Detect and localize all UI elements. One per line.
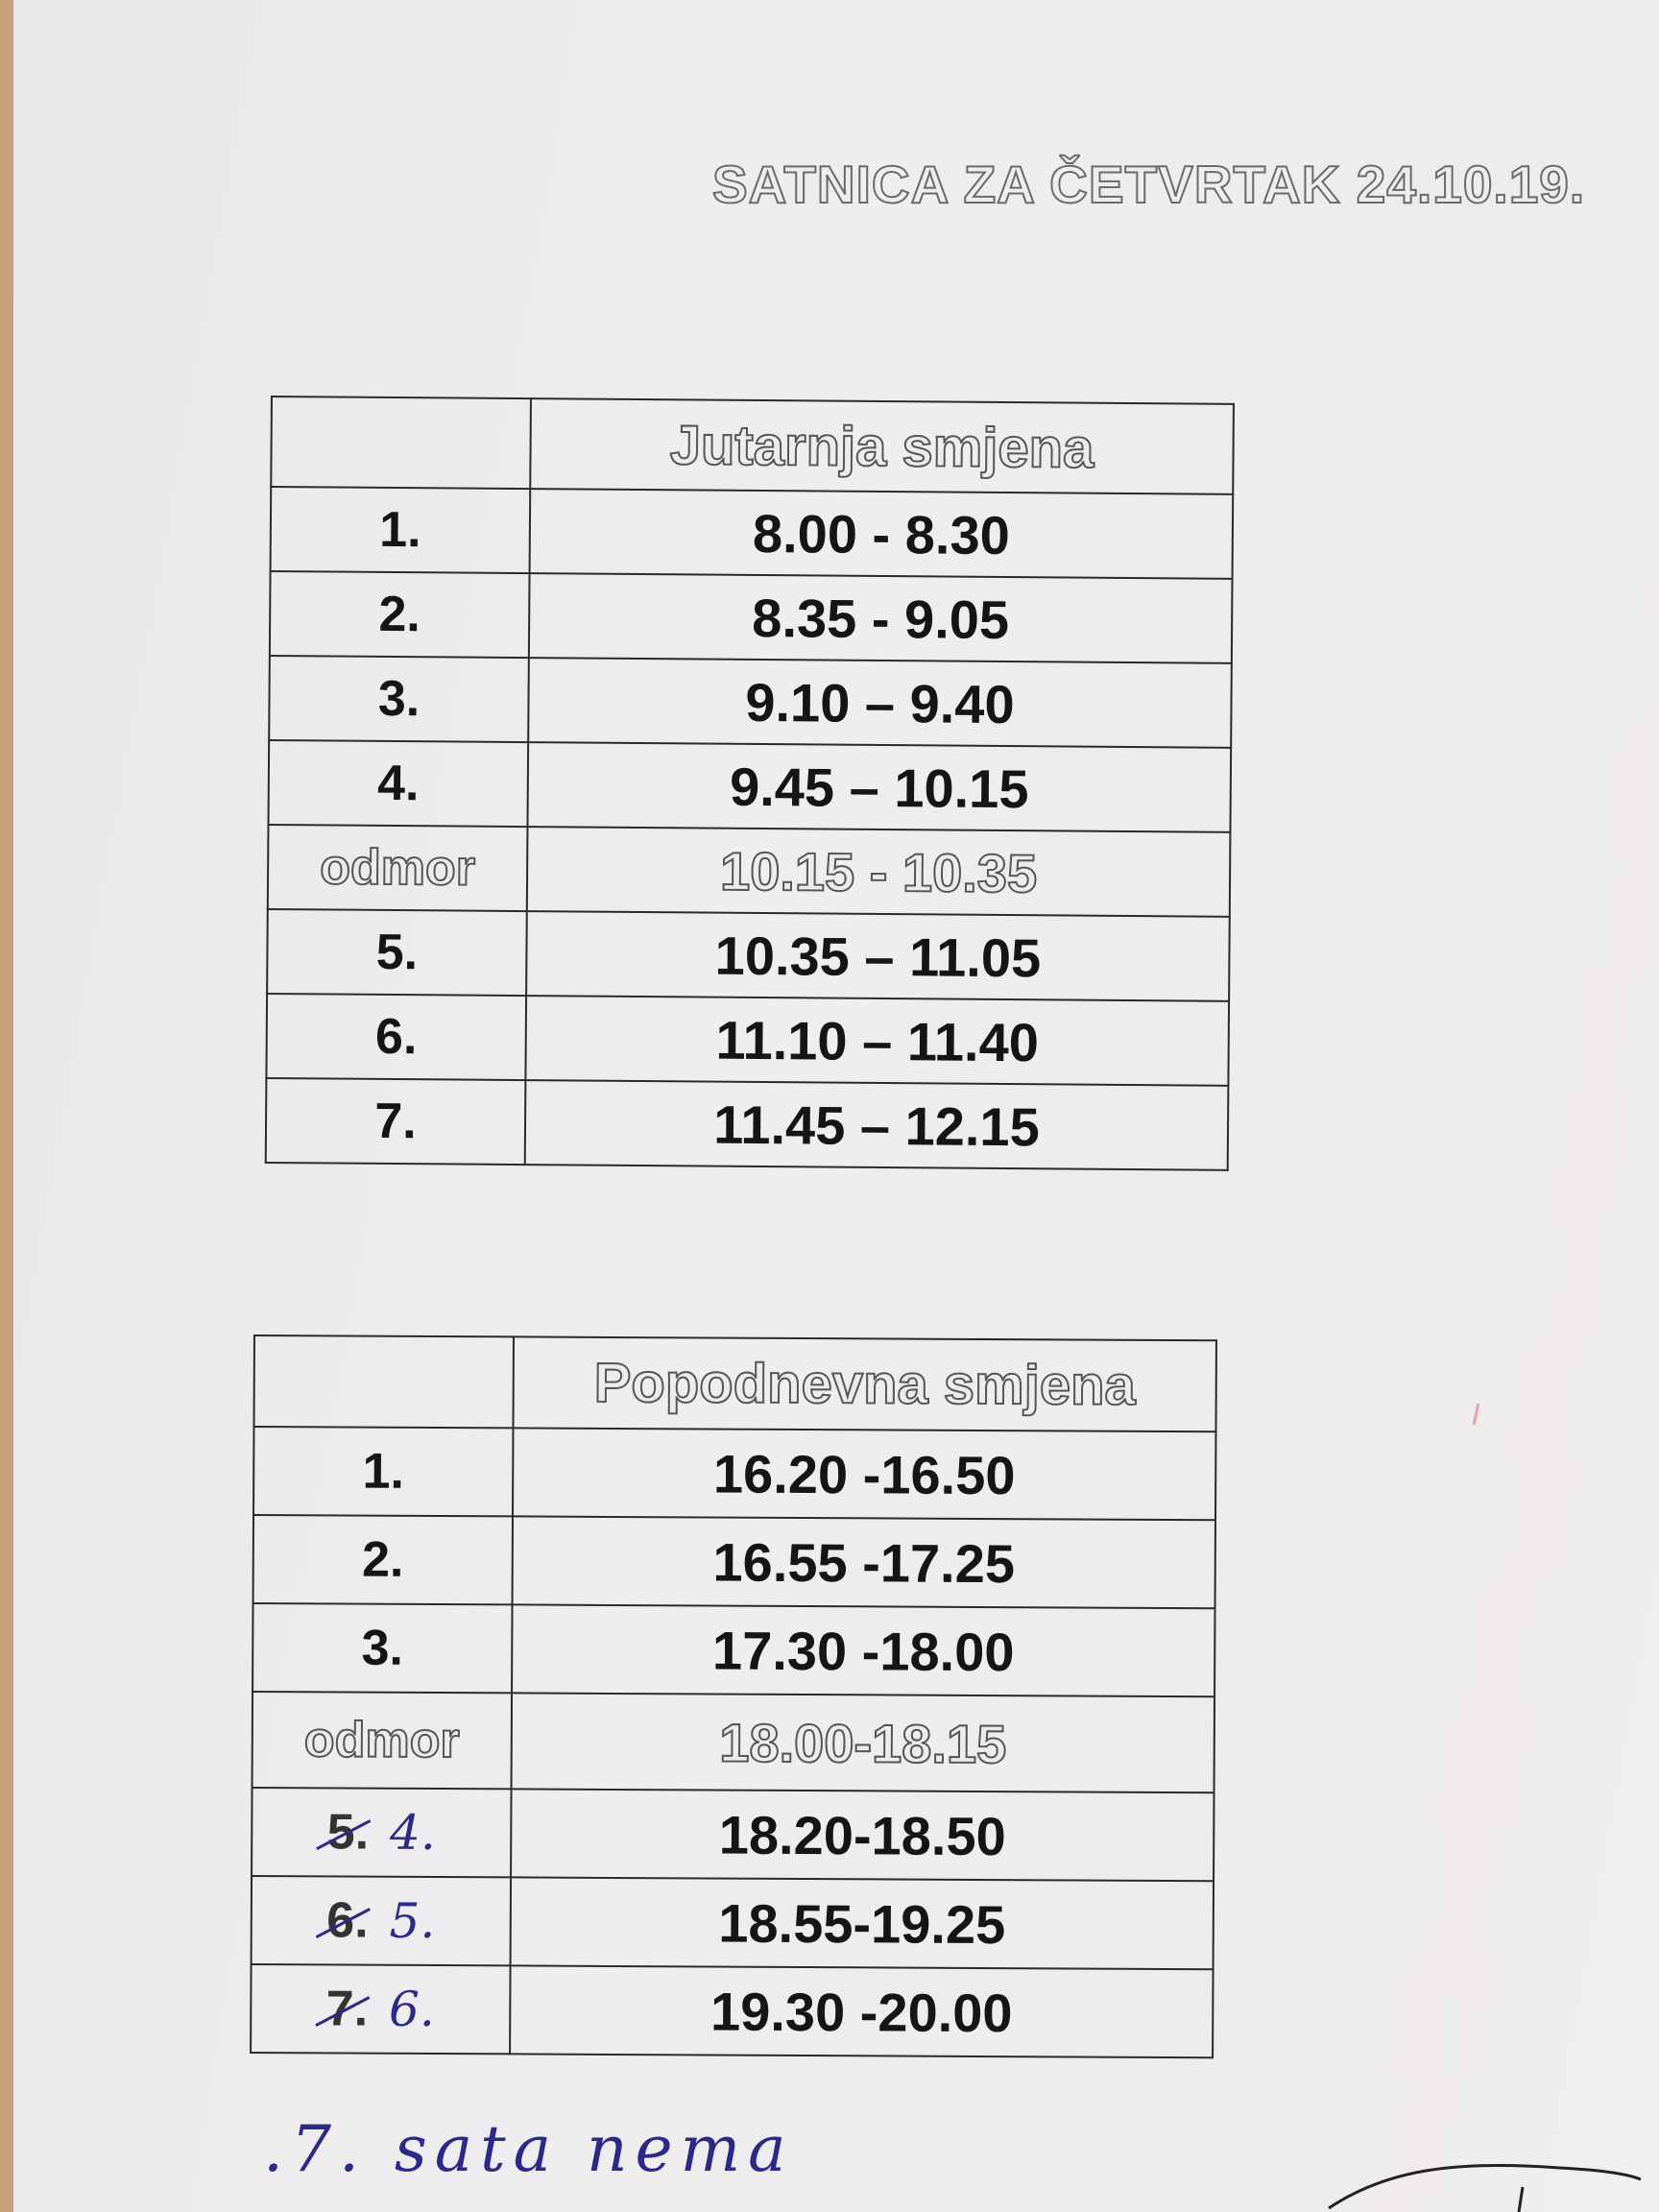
handwritten-period-number: 4. bbox=[389, 1804, 436, 1862]
time-cell: 9.45 – 10.15 bbox=[527, 742, 1231, 832]
signature-mark bbox=[1319, 2141, 1646, 2212]
time-cell: 18.20-18.50 bbox=[511, 1789, 1214, 1881]
struck-period-number: 5. bbox=[326, 1804, 370, 1861]
table-row bbox=[266, 1078, 1229, 1170]
period-cell: 3. bbox=[269, 656, 529, 742]
period-cell: 2. bbox=[270, 571, 530, 658]
header-empty-cell bbox=[271, 397, 531, 489]
time-cell: 11.10 – 11.40 bbox=[525, 996, 1229, 1086]
period-cell: 4. bbox=[268, 740, 528, 827]
time-cell: 19.30 -20.00 bbox=[510, 1965, 1213, 2057]
period-cell: 1. bbox=[271, 487, 531, 573]
table-row bbox=[268, 740, 1231, 832]
break-time: 18.00-18.15 bbox=[512, 1693, 1215, 1792]
table-row bbox=[252, 1788, 1214, 1881]
handwritten-period-number: 6. bbox=[388, 1981, 436, 2037]
time-cell: 8.00 - 8.30 bbox=[530, 489, 1234, 579]
break-label: odmor bbox=[252, 1692, 513, 1789]
break-time: 10.15 - 10.35 bbox=[527, 827, 1231, 917]
table-row bbox=[251, 1964, 1213, 2057]
table-row bbox=[253, 1427, 1215, 1520]
afternoon-shift-header: Popodnevna smjena bbox=[513, 1336, 1215, 1431]
pen-mark bbox=[1473, 1404, 1480, 1425]
break-row bbox=[252, 1692, 1215, 1792]
handwritten-note: .7. sata nema bbox=[263, 2112, 794, 2186]
period-cell: 3. bbox=[252, 1603, 512, 1693]
time-cell: 17.30 -18.00 bbox=[512, 1604, 1214, 1696]
period-cell bbox=[252, 1788, 511, 1877]
break-label: odmor bbox=[268, 825, 528, 911]
table-row bbox=[253, 1515, 1215, 1608]
table-header-row bbox=[271, 397, 1234, 494]
time-cell: 18.55-19.25 bbox=[511, 1877, 1214, 1969]
period-cell: 1. bbox=[253, 1427, 513, 1516]
time-cell: 11.45 – 12.15 bbox=[525, 1080, 1229, 1170]
afternoon-schedule-table bbox=[250, 1334, 1217, 2058]
morning-shift-header: Jutarnja smjena bbox=[530, 398, 1234, 494]
table-header-row bbox=[253, 1335, 1215, 1431]
time-cell: 10.35 – 11.05 bbox=[526, 911, 1230, 1001]
paper-sheet bbox=[13, 0, 1659, 2212]
table-row bbox=[269, 656, 1232, 748]
time-cell: 8.35 - 9.05 bbox=[529, 573, 1233, 663]
time-cell: 16.20 -16.50 bbox=[513, 1428, 1215, 1520]
struck-period-number: 6. bbox=[326, 1892, 369, 1949]
time-cell: 9.10 – 9.40 bbox=[528, 658, 1232, 748]
period-cell bbox=[252, 1876, 511, 1965]
table-row bbox=[271, 487, 1234, 579]
break-row bbox=[268, 825, 1231, 917]
period-cell bbox=[251, 1964, 510, 2054]
period-cell: 7. bbox=[266, 1078, 526, 1165]
table-row bbox=[252, 1876, 1214, 1969]
period-cell: 6. bbox=[266, 994, 526, 1080]
handwritten-period-number: 5. bbox=[389, 1892, 436, 1949]
morning-schedule-table bbox=[265, 396, 1235, 1171]
table-row bbox=[266, 994, 1229, 1086]
period-cell: 2. bbox=[253, 1515, 513, 1604]
struck-period-number: 7. bbox=[325, 1981, 369, 2037]
period-cell: 5. bbox=[267, 909, 527, 996]
table-row bbox=[252, 1603, 1214, 1696]
time-cell: 16.55 -17.25 bbox=[513, 1516, 1215, 1608]
header-empty-cell bbox=[253, 1335, 513, 1428]
table-row bbox=[267, 909, 1230, 1001]
table-row bbox=[270, 571, 1233, 663]
page-title: SATNICA ZA ČETVRTAK 24.10.19. bbox=[712, 155, 1586, 214]
